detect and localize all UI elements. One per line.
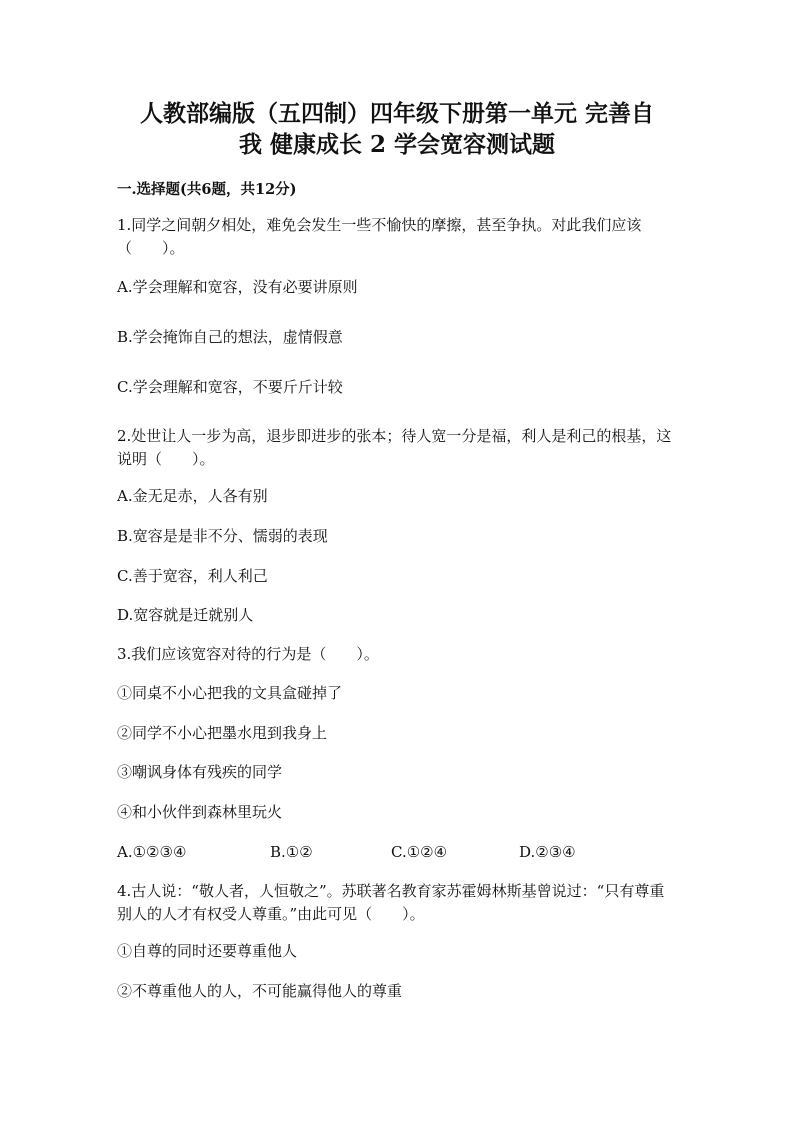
question-stem: 4.古人说：“敬人者，人恒敬之”。苏联著名教育家苏霍姆林斯基曾说过：“只有尊重别人的人才有权受人尊重。”由此可见（ ）。 (117, 882, 665, 923)
question-stem: 1.同学之间朝夕相处，难免会发生一些不愉快的摩擦，甚至争执。对此我们应该（ ）。 (117, 216, 642, 257)
page-title-line-1: 人教部编版（五四制）四年级下册第一单元 完善自 (139, 100, 654, 127)
statement-item: ③嘲讽身体有残疾的同学 (117, 763, 283, 781)
option-d[interactable]: D.②③④ (519, 843, 576, 861)
option-b[interactable]: B.宽容是是非不分、懦弱的表现 (117, 527, 328, 545)
option-b[interactable]: B.①② (270, 843, 313, 861)
question-stem: 3.我们应该宽容对待的行为是（ ）。 (117, 645, 379, 663)
statement-item: ④和小伙伴到森林里玩火 (117, 803, 283, 821)
option-a[interactable]: A.学会理解和宽容，没有必要讲原则 (117, 278, 358, 296)
statement-item: ①同桌不小心把我的文具盒碰掉了 (117, 684, 343, 702)
option-a[interactable]: A.金无足赤，人各有别 (117, 487, 268, 505)
statement-item: ②不尊重他人的人，不可能赢得他人的尊重 (117, 982, 403, 1000)
statement-item: ②同学不小心把墨水甩到我身上 (117, 724, 328, 742)
question-stem: 2.处世让人一步为高，退步即进步的张本；待人宽一分是福，利人是利己的根基，这说明（ ）。 (117, 427, 672, 468)
page-title-line-2: 我 健康成长 2 学会宽容测试题 (238, 131, 556, 158)
option-d[interactable]: D.宽容就是迁就别人 (117, 606, 254, 624)
option-c[interactable]: C.①②④ (391, 843, 448, 861)
option-c[interactable]: C.学会理解和宽容，不要斤斤计较 (117, 378, 343, 396)
option-a[interactable]: A.①②③④ (117, 843, 187, 861)
option-c[interactable]: C.善于宽容，利人利己 (117, 567, 268, 585)
section-heading: 一.选择题(共6题，共12分) (117, 181, 297, 198)
option-b[interactable]: B.学会掩饰自己的想法，虚情假意 (117, 328, 343, 346)
statement-item: ①自尊的同时还要尊重他人 (117, 942, 298, 960)
